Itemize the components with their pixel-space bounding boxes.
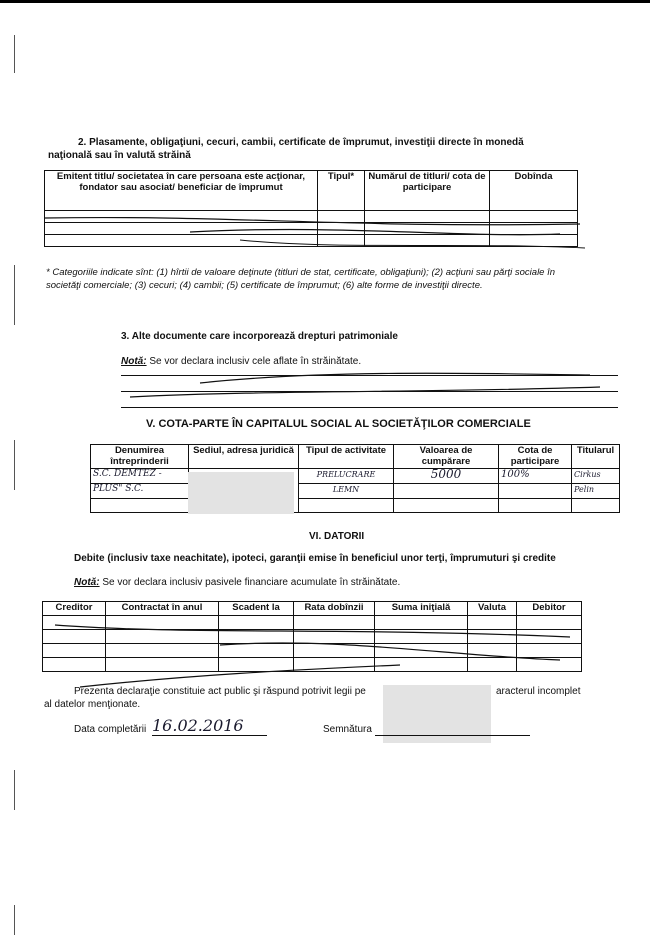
date-value: 16.02.2016 (152, 716, 244, 735)
signature-label: Semnătura (323, 724, 372, 735)
section-2-title-cont: naţională sau în valută străină (48, 150, 191, 161)
investments-table (44, 170, 578, 247)
margin-mark (14, 35, 15, 73)
table-row (91, 469, 620, 484)
note-text: Se vor declara inclusiv pasivele financiare acumulate în străinătate. (99, 577, 401, 588)
margin-mark (14, 440, 15, 490)
hand-value: 5000 (394, 469, 499, 484)
margin-mark (14, 905, 15, 935)
closing-statement-a: Prezenta declaraţie constituie act public şi răspund potrivit legii pe (74, 686, 366, 697)
note-text: Se vor declara inclusiv cele aflate în străinătate. (146, 356, 362, 367)
section-6-note (74, 577, 400, 588)
col-initial-sum: Suma iniţială (375, 602, 468, 616)
col-contracted: Contractat în anul (106, 602, 219, 616)
col-address: Sediul, adresa juridică (189, 445, 299, 469)
strike-through-mark (120, 365, 620, 410)
shares-table (90, 444, 620, 513)
debts-table (42, 601, 582, 672)
page-top-border (0, 0, 650, 3)
table-row (43, 644, 582, 658)
closing-statement-c: al datelor menţionate. (44, 699, 141, 710)
hand-company-2: PLUS" S.C. (91, 484, 189, 499)
col-share: Cota de participare (499, 445, 572, 469)
blank-line (121, 407, 618, 408)
col-purchase-value: Valoarea de cumpărare (394, 445, 499, 469)
hand-share: 100% (499, 469, 572, 484)
redacted-address (188, 472, 294, 514)
section-5-title: V. COTA-PARTE ÎN CAPITALUL SOCIAL AL SOCIETĂŢILOR COMERCIALE (146, 418, 531, 430)
hand-holder-2: Pelin (572, 484, 620, 499)
table-row (91, 484, 620, 499)
col-due: Scadent la (219, 602, 294, 616)
col-debtor: Debitor (517, 602, 582, 616)
section-2-title: 2. Plasamente, obligaţiuni, cecuri, cambii, certificate de împrumut, investiţii directe în monedă (78, 137, 524, 148)
table-row (91, 499, 620, 513)
date-underline (152, 735, 267, 736)
col-currency: Valuta (468, 602, 517, 616)
table-row (43, 658, 582, 672)
blank-line (121, 391, 618, 392)
section-3-title: 3. Alte documente care incorporează drepturi patrimoniale (121, 331, 398, 342)
hand-holder-1: Cirkus (572, 469, 620, 484)
margin-mark (14, 770, 15, 810)
col-type: Tipul* (318, 171, 365, 211)
note-label: Notă: (121, 356, 147, 367)
section-3-note (121, 356, 361, 367)
signature-underline (375, 735, 530, 736)
col-holder: Titularul (572, 445, 620, 469)
section-6-subtitle: Debite (inclusiv taxe neachitate), ipoteci, garanţii emise în beneficiul unor terţi, împrumuturi şi credite (74, 553, 556, 564)
section-6-title: VI. DATORII (309, 531, 365, 542)
hand-company-1: S.C. DEMTEZ - (91, 469, 189, 484)
col-activity: Tipul de activitate (299, 445, 394, 469)
note-label: Notă: (74, 577, 100, 588)
col-issuer: Emitent titlu/ societatea în care persoana este acţionar, fondator sau asociat/ beneficiar de împrumut (45, 171, 318, 211)
table-row (43, 630, 582, 644)
table-row (45, 211, 578, 223)
section-2-footnote: * Categoriile indicate sînt: (1) hîrtii de valoare deţinute (titluri de stat, certificate, obligaţiuni); (2) acţiuni sau părţi sociale în societăţi comerciale; (3) cecuri; (4) cambii; (5) certificate de împrumut; (6) alte forme de investiţii directe. (46, 267, 556, 291)
col-rate: Rata dobînzii (294, 602, 375, 616)
blank-line (121, 375, 618, 376)
table-row (43, 616, 582, 630)
hand-activity-1: PRELUCRARE (299, 469, 394, 484)
col-company: Denumirea întreprinderii (91, 445, 189, 469)
col-count: Numărul de titluri/ cota de participare (365, 171, 490, 211)
margin-mark (14, 265, 15, 325)
date-label: Data completării (74, 724, 147, 735)
table-row (45, 223, 578, 235)
col-interest: Dobînda (490, 171, 578, 211)
table-row (45, 235, 578, 247)
hand-activity-2: LEMN (299, 484, 394, 499)
closing-statement-b: aracterul incomplet (496, 686, 581, 697)
col-creditor: Creditor (43, 602, 106, 616)
